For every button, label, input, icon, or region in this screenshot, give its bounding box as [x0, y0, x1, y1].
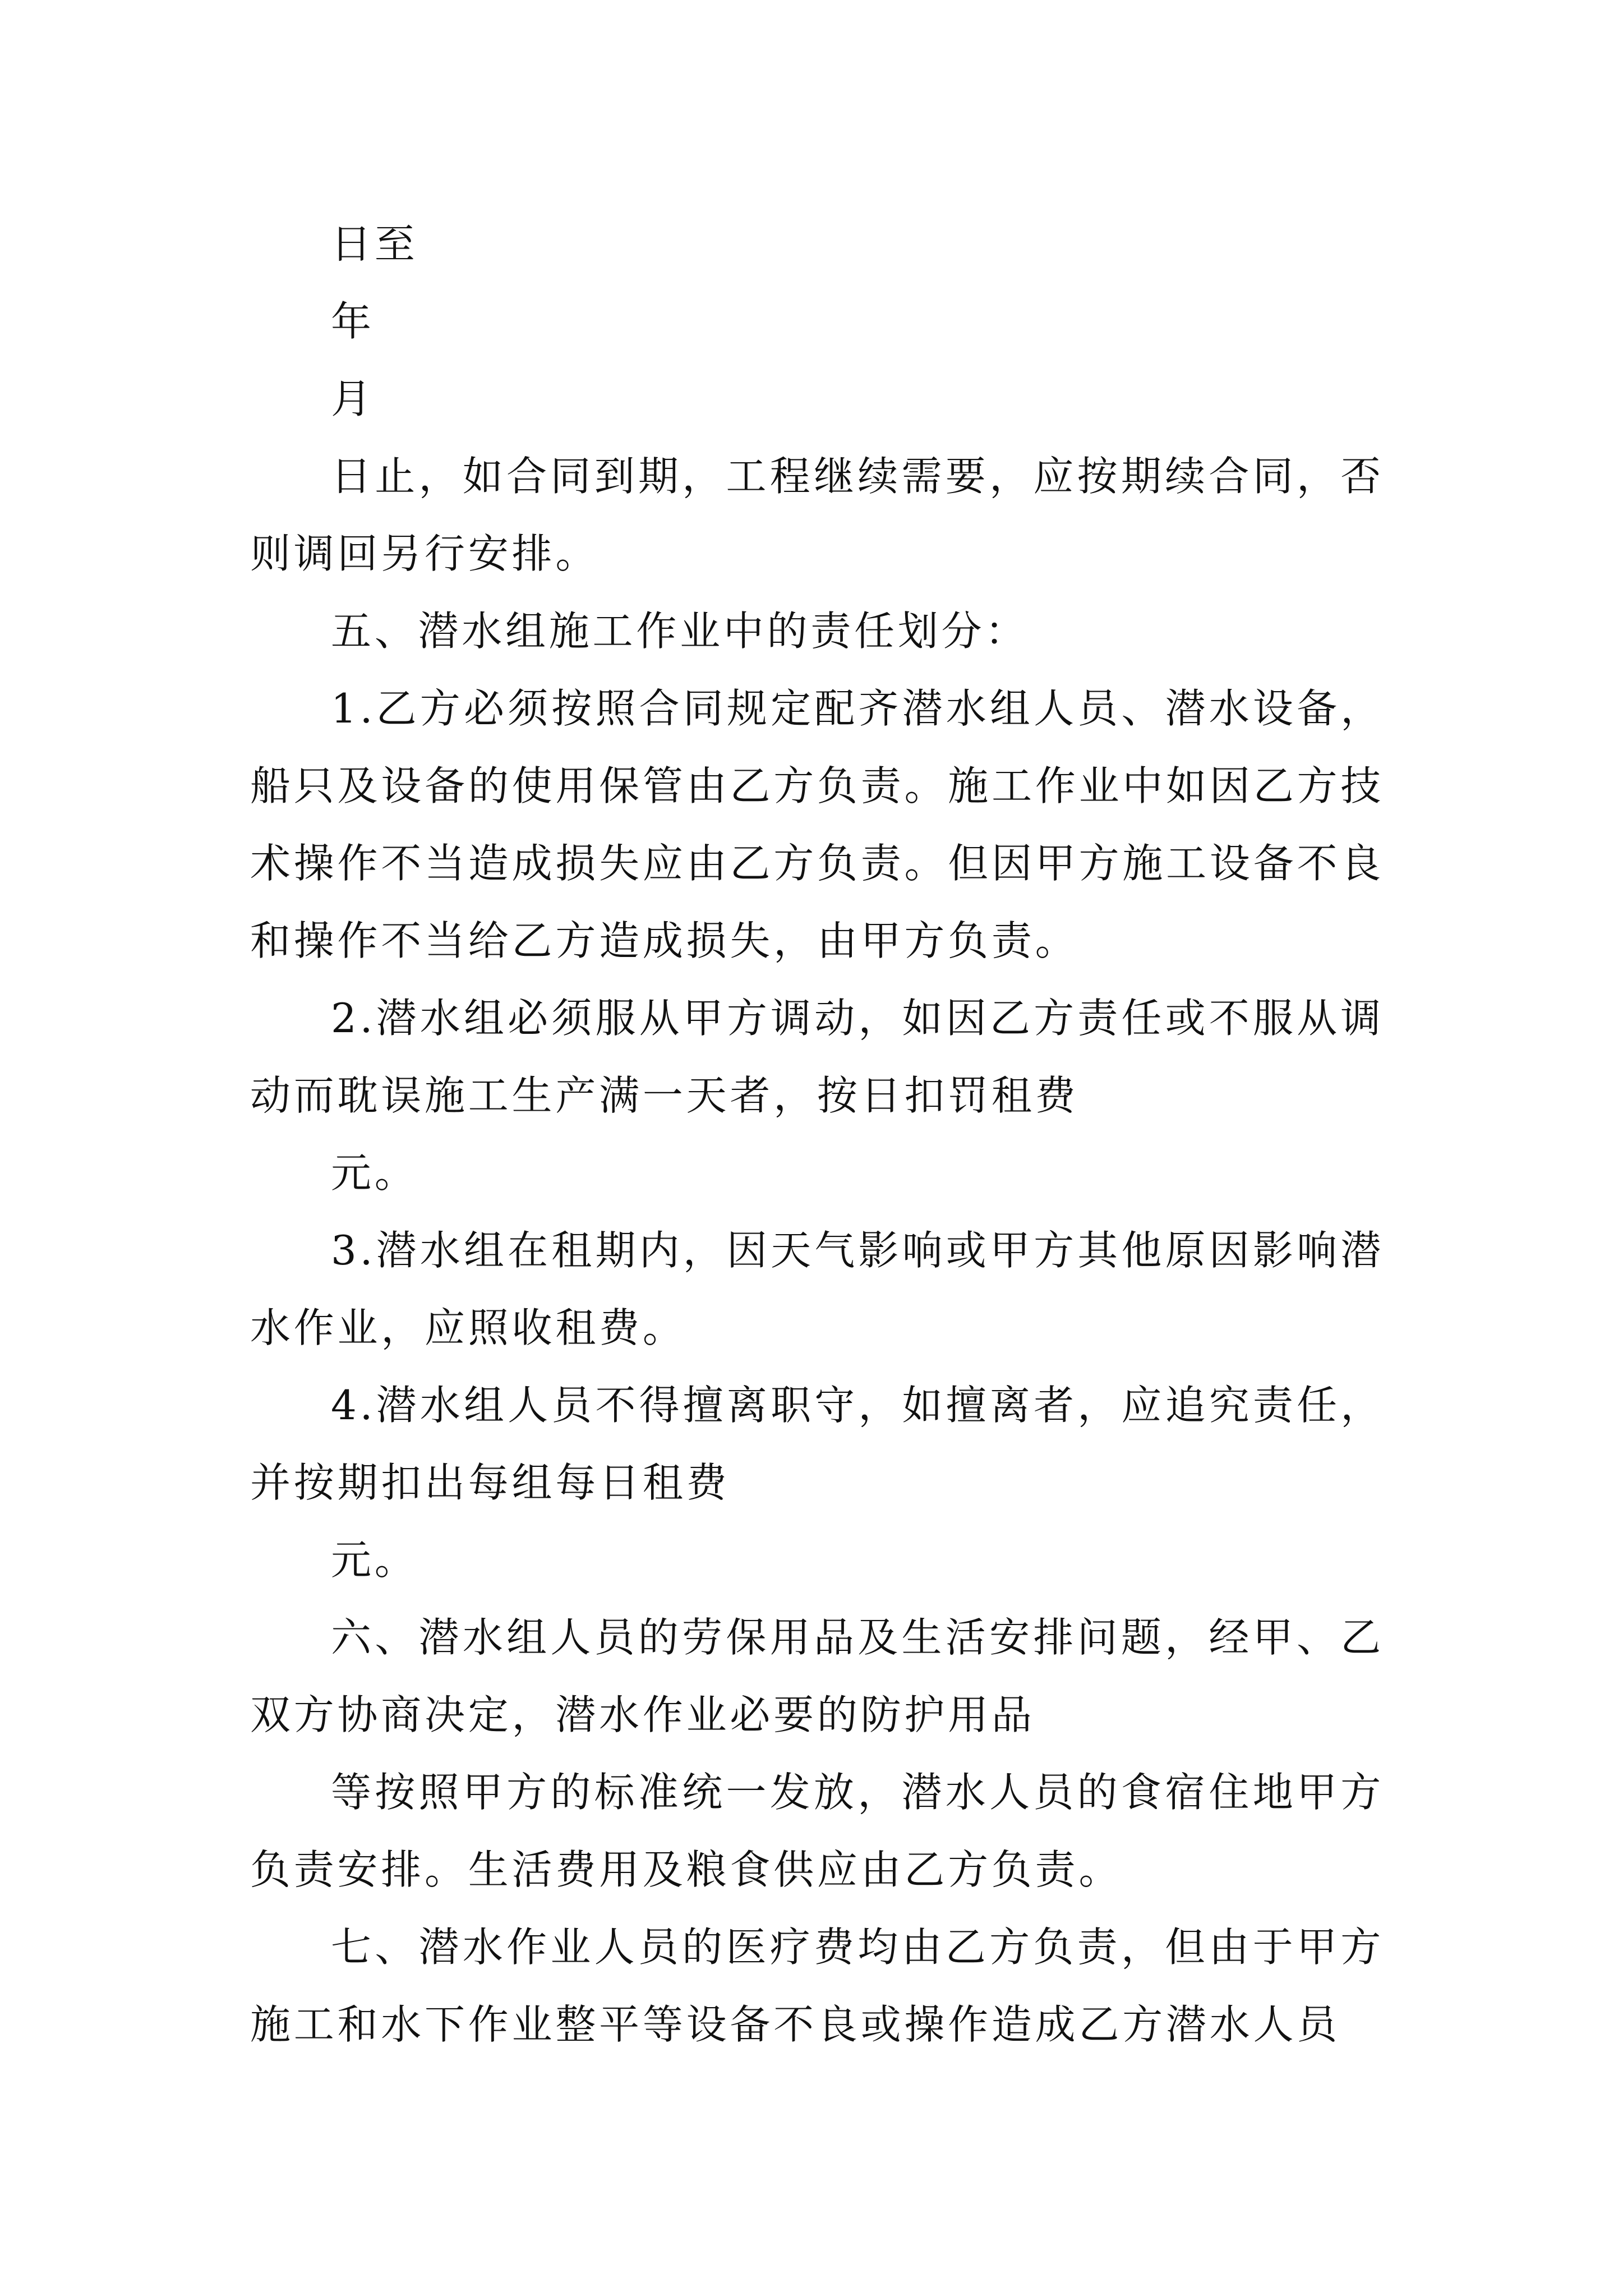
section-heading-medical: 七、潜水作业人员的医疗费均由乙方负责，但由于甲方施工和水下作业整平等设备不良或操作造成乙方潜水人员 — [250, 1924, 1384, 2048]
paragraph-date-year: 年 — [331, 298, 375, 345]
paragraph-clause-1: 1.乙方必须按照合同规定配齐潜水组人员、潜水设备，船只及设备的使用保管由乙方负责。施工作业中如因乙方技术操作不当造成损失应由乙方负责。但因甲方施工设备不良和操作不当给乙方造成损失，由甲方负责。 — [250, 685, 1384, 964]
paragraph-clause-4-amount: 元。 — [331, 1536, 418, 1584]
paragraph-clause-3: 3.潜水组在租期内，因天气影响或甲方其他原因影响潜水作业，应照收租费。 — [250, 1227, 1384, 1351]
paragraph-clause-2: 2.潜水组必须服从甲方调动，如因乙方责任或不服从调动而耽误施工生产满一天者，按日扣罚租费 — [250, 995, 1384, 1119]
paragraph-date-day-to: 日至 — [331, 220, 418, 268]
paragraph-date-month: 月 — [331, 375, 375, 422]
section-heading-labor-protection: 六、潜水组人员的劳保用品及生活安排问题，经甲、乙双方协商决定，潜水作业必要的防护用品 — [250, 1614, 1384, 1738]
paragraph-labor-protection-cont: 等按照甲方的标准统一发放，潜水人员的食宿住地甲方负责安排。生活费用及粮食供应由乙方负责。 — [250, 1769, 1384, 1893]
paragraph-contract-expiry: 日止，如合同到期，工程继续需要，应按期续合同，否则调回另行安排。 — [250, 453, 1384, 577]
section-heading-responsibility: 五、潜水组施工作业中的责任划分： — [331, 608, 1029, 655]
paragraph-clause-2-amount: 元。 — [331, 1149, 418, 1197]
document-body — [250, 205, 1384, 2063]
paragraph-clause-4: 4.潜水组人员不得擅离职守，如擅离者，应追究责任，并按期扣出每组每日租费 — [250, 1382, 1384, 1506]
